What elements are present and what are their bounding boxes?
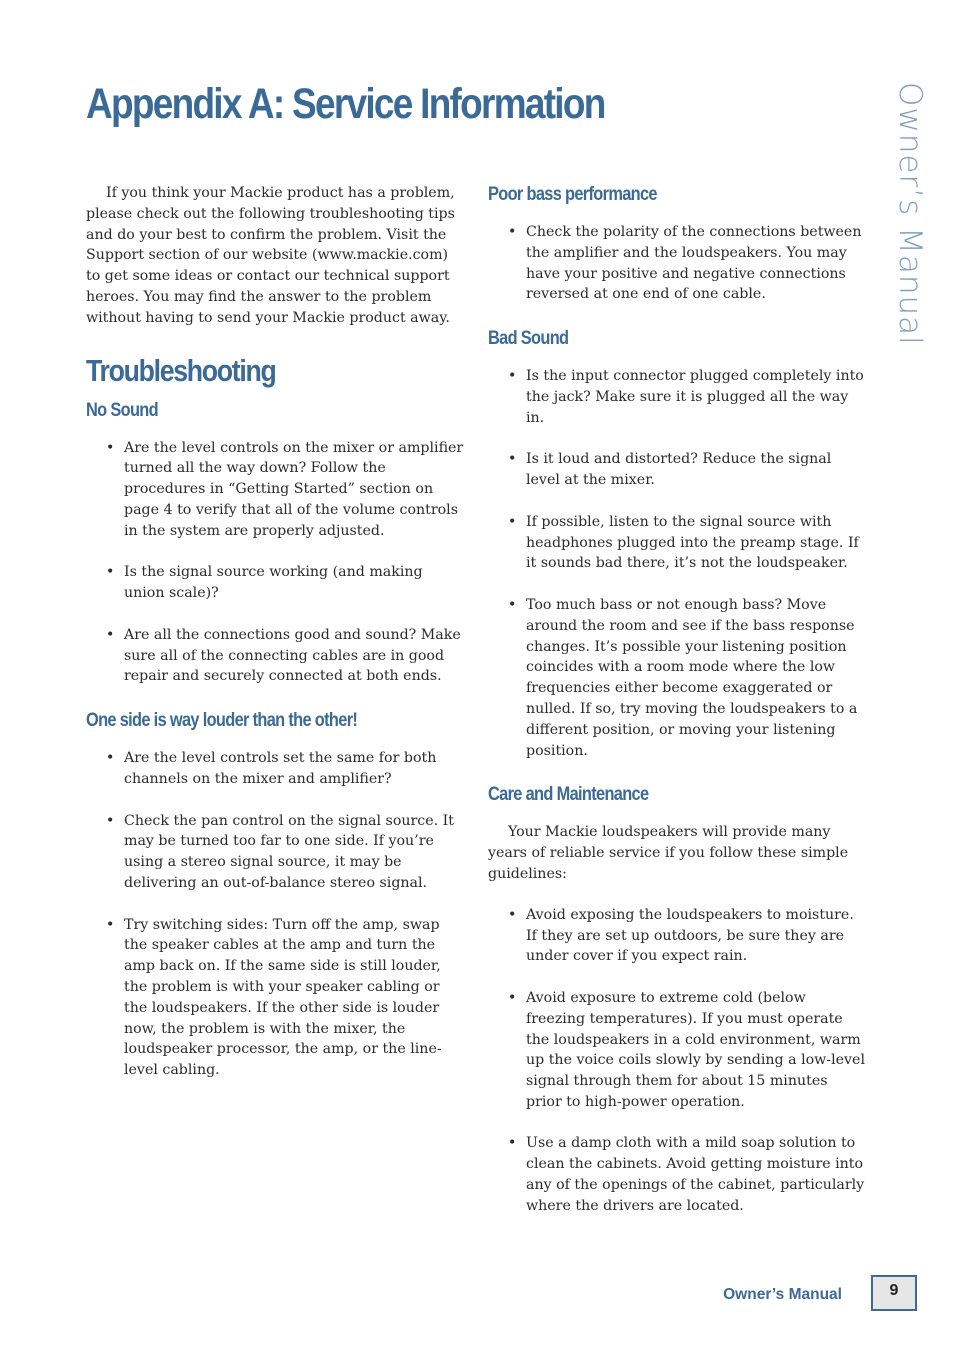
list-item: • Check the polarity of the connections between the amplifier and the loudspeakers. You may have your positive and negative connections reversed at one end of one cable. (488, 222, 866, 305)
bad-sound-list (488, 366, 866, 761)
troubleshooting-heading: Troubleshooting (86, 352, 276, 388)
intro-paragraph: If you think your Mackie product has a problem, please check out the following troubleshooting tips and do your best to confirm the problem. Visit the Support section of our website (www.mackie.com) to get some ideas or contact our technical support heroes. You may find the answer to the problem without having to send your Mackie product away. (86, 185, 455, 326)
bad-sound-heading: Bad Sound (488, 327, 569, 350)
care-intro: Your Mackie loudspeakers will provide many years of reliable service if you follow these simple guidelines: (488, 824, 849, 882)
poor-bass-list (488, 222, 866, 305)
list-item: • Are the level controls on the mixer or amplifier turned all the way down? Follow the procedures in “Getting Started” section on page 4 to verify that all of the volume controls in the system are properly adjusted. (86, 438, 464, 542)
list-item: • Try switching sides: Turn off the amp, swap the speaker cables at the amp and turn the amp back on. If the same side is still louder, the problem is with your speaker cabling or the loudspeakers. If the other side is louder now, the problem is with the mixer, the loudspeaker processor, the amp, or the line-level cabling. (86, 915, 464, 1081)
one-side-heading: One side is way louder than the other! (86, 709, 358, 732)
list-item: • Avoid exposure to extreme cold (below freezing temperatures). If you must operate the loudspeakers in a cold environment, warm up the voice coils slowly by sending a low-level signal through them for about 15 minutes prior to high-power operation. (488, 988, 866, 1113)
list-item: • Check the pan control on the signal source. It may be turned too far to one side. If you’re using a stereo signal source, it may be delivering an out-of-balance stereo signal. (86, 811, 464, 894)
left-column (86, 183, 464, 1103)
right-column (488, 183, 866, 1239)
no-sound-heading: No Sound (86, 398, 158, 421)
list-item: • Is the signal source working (and making union scale)? (86, 562, 464, 604)
side-tab-label: Owner’s Manual (892, 82, 928, 346)
page-number-box (871, 1275, 917, 1311)
list-item: • Are the level controls set the same for both channels on the mixer and amplifier? (86, 748, 464, 790)
care-list (488, 905, 866, 1217)
list-item: • Is it loud and distorted? Reduce the signal level at the mixer. (488, 449, 866, 491)
list-item: • If possible, listen to the signal source with headphones plugged into the preamp stage. If it sounds bad there, it’s not the loudspeaker. (488, 512, 866, 574)
list-item: • Is the input connector plugged completely into the jack? Make sure it is plugged all the way in. (488, 366, 866, 428)
poor-bass-heading: Poor bass performance (488, 183, 657, 205)
list-item: • Are all the connections good and sound? Make sure all of the connecting cables are in good repair and securely connected at both ends. (86, 625, 464, 687)
list-item: • Use a damp cloth with a mild soap solution to clean the cabinets. Avoid getting moisture into any of the openings of the cabinet, particularly where the drivers are located. (488, 1133, 866, 1216)
page-number: 9 (889, 1282, 899, 1299)
one-side-list (86, 748, 464, 1081)
page-title: Appendix A: Service Information (86, 80, 605, 128)
care-heading: Care and Maintenance (488, 783, 649, 806)
list-item: • Avoid exposing the loudspeakers to moisture. If they are set up outdoors, be sure they are under cover if you expect rain. (488, 905, 866, 967)
footer-label: Owner’s Manual (723, 1286, 842, 1303)
list-item: • Too much bass or not enough bass? Move around the room and see if the bass response changes. It’s possible your listening position coincides with a room mode where the low frequencies either become exaggerated or nulled. If so, try moving the loudspeakers to a different position, or moving your listening position. (488, 595, 866, 761)
no-sound-list (86, 438, 464, 688)
